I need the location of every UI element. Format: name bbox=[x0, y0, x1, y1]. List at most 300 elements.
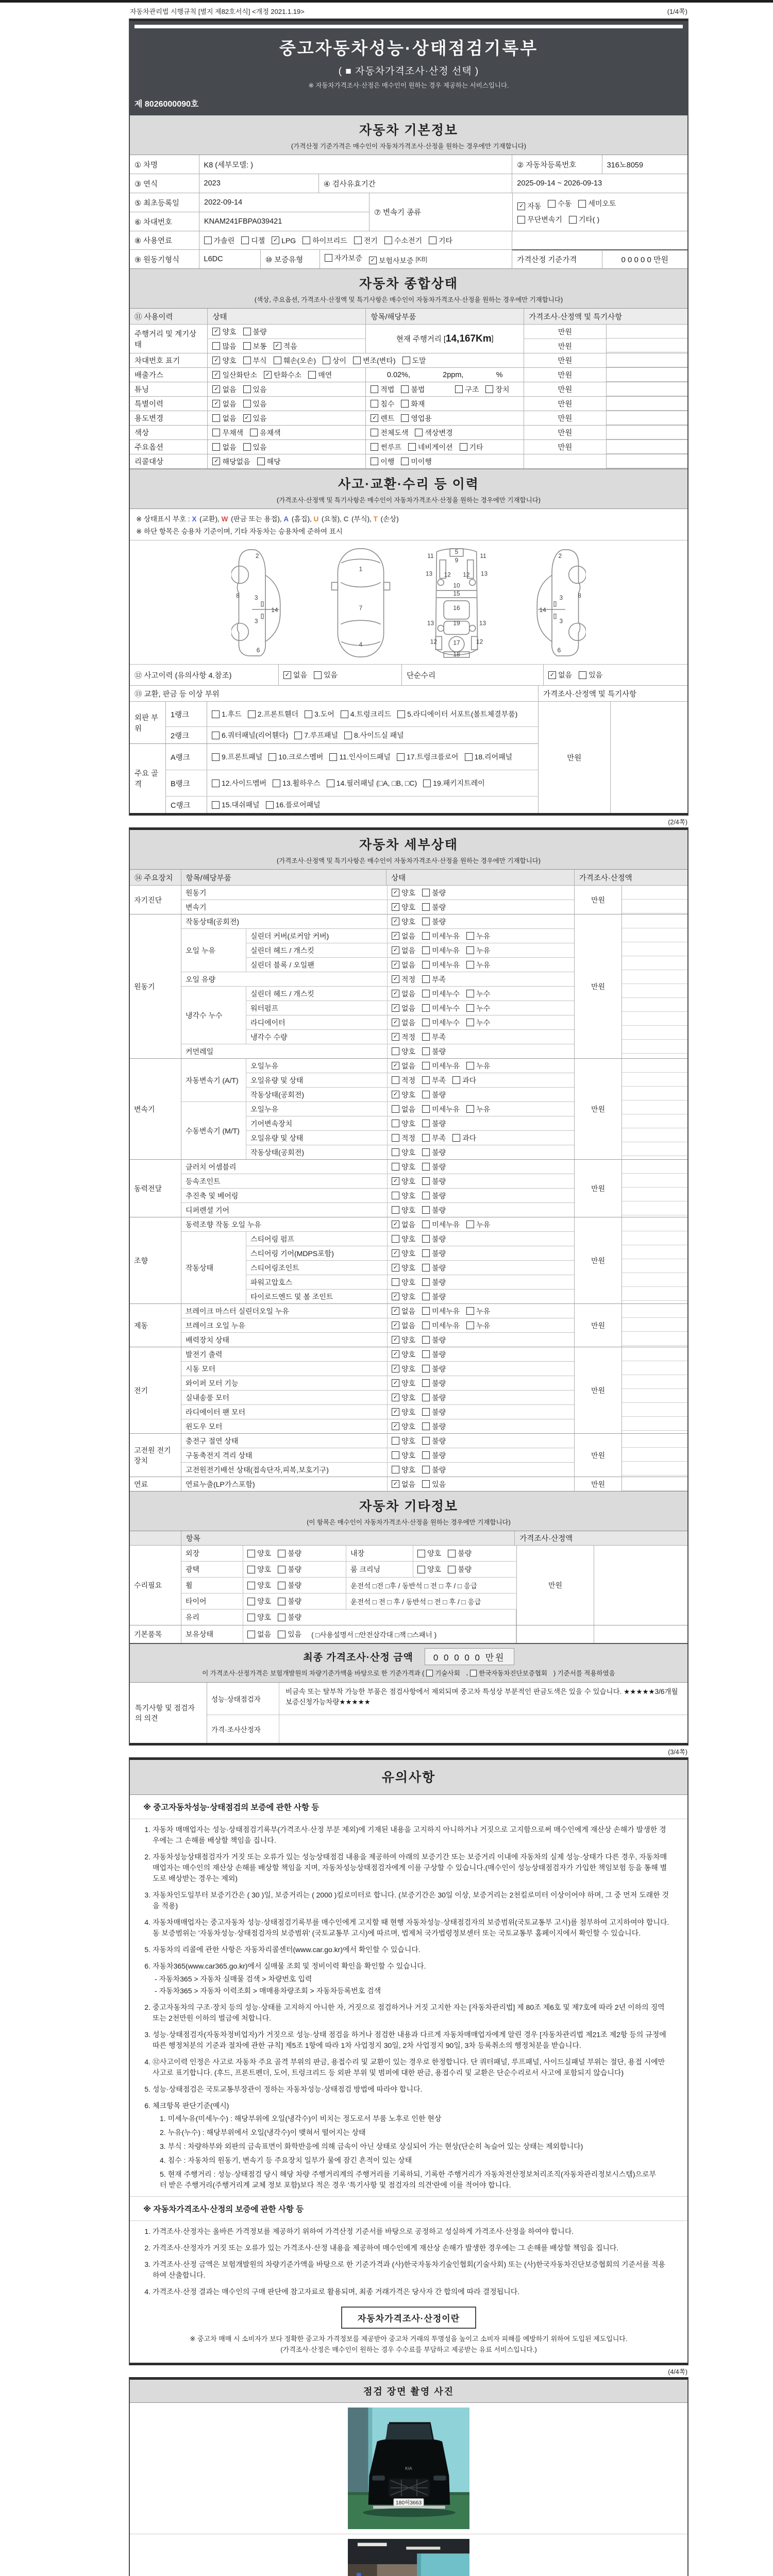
checkbox-없음[interactable] bbox=[392, 960, 415, 970]
checkbox-없음[interactable] bbox=[212, 442, 236, 452]
misc-note: (이 항목은 매수인이 자동차가격조사·산정을 원하는 경우에만 기재합니다) bbox=[307, 1519, 511, 1526]
checkbox-양호[interactable] bbox=[392, 1335, 415, 1345]
checkbox-label: 없음 bbox=[401, 1220, 416, 1229]
checked-box-icon: ✓ bbox=[392, 1249, 399, 1257]
checkbox-기타[interactable] bbox=[429, 235, 452, 246]
diagram-number-8: 8 bbox=[578, 592, 581, 600]
checkbox-11.인사이드패널[interactable] bbox=[329, 752, 391, 762]
checkbox-양호[interactable] bbox=[212, 355, 236, 366]
checkbox-가솔린[interactable] bbox=[204, 235, 235, 246]
checkbox-양호[interactable] bbox=[392, 1046, 415, 1057]
detail-row bbox=[246, 929, 574, 943]
checkbox-label: 양호 bbox=[401, 1350, 416, 1359]
misc-basic-label: 보유상태 bbox=[181, 1625, 243, 1643]
unchecked-box-icon bbox=[392, 1451, 399, 1459]
checkbox-6.쿼터패널(리어휀다)[interactable] bbox=[212, 730, 288, 740]
notice-item bbox=[153, 2286, 687, 2297]
checkbox-불량[interactable] bbox=[422, 1205, 446, 1215]
checkbox-없음[interactable] bbox=[283, 670, 307, 680]
checkbox-17.트렁크플로어[interactable] bbox=[397, 752, 459, 762]
checkbox-미세누유[interactable] bbox=[422, 945, 460, 956]
unchecked-box-icon bbox=[422, 1047, 430, 1055]
checkbox-4.트렁크리드[interactable] bbox=[341, 709, 391, 719]
checkbox-없음[interactable] bbox=[247, 1629, 271, 1639]
unchecked-box-icon bbox=[392, 1076, 399, 1084]
checkbox-불량[interactable] bbox=[243, 327, 267, 337]
checkbox-영업용[interactable] bbox=[401, 413, 432, 423]
checkbox-불량[interactable] bbox=[422, 1162, 446, 1172]
checkbox-부족[interactable] bbox=[422, 1032, 446, 1042]
checkbox-LPG[interactable] bbox=[272, 236, 296, 245]
checkbox-해당없음[interactable] bbox=[212, 456, 250, 467]
checkbox-유채색[interactable] bbox=[250, 428, 281, 438]
car-name-value: K8 (세부모델: ) bbox=[199, 155, 513, 174]
checkbox-훼손(오손)[interactable] bbox=[274, 355, 316, 366]
checkbox-10.크로스멤버[interactable] bbox=[268, 752, 323, 762]
detail-row bbox=[181, 1405, 574, 1419]
checkbox-없음[interactable] bbox=[212, 413, 236, 423]
rank-label: A랭크 bbox=[166, 744, 207, 770]
checkbox-없음[interactable] bbox=[392, 931, 415, 941]
checkbox-없음[interactable] bbox=[392, 1219, 415, 1230]
checkbox-양호[interactable] bbox=[247, 1612, 271, 1622]
detail-item-label: 동력조향 작동 오일 누유 bbox=[181, 1217, 388, 1231]
checkbox-양호[interactable] bbox=[392, 1162, 415, 1172]
unchecked-box-icon bbox=[257, 457, 265, 465]
detail-group-price: 만원 bbox=[574, 1304, 621, 1347]
checkbox-적정[interactable] bbox=[392, 1133, 415, 1143]
checkbox-불량[interactable] bbox=[422, 1248, 446, 1259]
misc-group-extra bbox=[594, 1546, 688, 1625]
checkbox-양호[interactable] bbox=[392, 1118, 415, 1129]
checkbox-기술사회[interactable] bbox=[426, 1668, 460, 1677]
checkbox-도말[interactable] bbox=[402, 355, 426, 366]
checkbox-없음[interactable] bbox=[212, 384, 236, 395]
misc-item-options bbox=[243, 1594, 346, 1609]
checkbox-양호[interactable] bbox=[392, 1364, 415, 1374]
unchecked-box-icon bbox=[294, 732, 302, 739]
unchecked-box-icon bbox=[422, 1235, 430, 1243]
checked-box-icon: ✓ bbox=[392, 1350, 399, 1358]
checkbox-미세누유[interactable] bbox=[422, 931, 460, 941]
checkbox-없음[interactable] bbox=[392, 989, 415, 999]
checkbox-이행[interactable] bbox=[371, 456, 394, 467]
detail-item-label: 작동상태(공회전) bbox=[246, 1088, 388, 1101]
checkbox-불량[interactable] bbox=[422, 1263, 446, 1273]
checkbox-양호[interactable] bbox=[417, 1564, 441, 1574]
checkbox-양호[interactable] bbox=[392, 1090, 415, 1100]
checkbox-부족[interactable] bbox=[422, 1075, 446, 1086]
checkbox-부식[interactable] bbox=[243, 355, 267, 366]
detail-item-label: 추진축 및 베어링 bbox=[181, 1189, 388, 1202]
checkbox-침수[interactable] bbox=[371, 399, 394, 409]
detail-group-price: 만원 bbox=[574, 914, 621, 1058]
detail-item-options bbox=[388, 972, 574, 986]
checkbox-label: 1.후드 bbox=[222, 710, 242, 718]
checkbox-미세누수[interactable] bbox=[422, 1003, 460, 1013]
checkbox-일산화탄소[interactable] bbox=[212, 370, 257, 380]
checkbox-label: 있음 bbox=[288, 1630, 302, 1638]
checkbox-네비게이션[interactable] bbox=[408, 442, 453, 452]
checkbox-썬루프[interactable] bbox=[371, 442, 401, 452]
checkbox-9.프론트패널[interactable] bbox=[212, 752, 262, 762]
checkbox-색상변경[interactable] bbox=[415, 428, 452, 438]
checkbox-label: 양호 bbox=[401, 1177, 416, 1185]
checkbox-있음[interactable] bbox=[422, 1479, 446, 1489]
notice-item bbox=[153, 2002, 687, 2024]
checkbox-없음[interactable] bbox=[392, 1479, 415, 1489]
overall-row-label: 주행거리 및 계기상태 bbox=[130, 325, 208, 353]
unchecked-box-icon bbox=[466, 1221, 474, 1228]
checkbox-없음[interactable] bbox=[212, 399, 236, 409]
checkbox-적음[interactable] bbox=[274, 341, 297, 351]
checkbox-불량[interactable] bbox=[422, 1378, 446, 1388]
checkbox-양호[interactable] bbox=[212, 327, 236, 337]
checkbox-불량[interactable] bbox=[278, 1596, 301, 1606]
checkbox-불량[interactable] bbox=[422, 1421, 446, 1432]
detail-item-label: 충전구 절연 상태 bbox=[181, 1434, 388, 1448]
detail-group-price: 만원 bbox=[574, 1160, 621, 1217]
checkbox-양호[interactable] bbox=[392, 902, 415, 912]
checkbox-있음[interactable] bbox=[579, 670, 602, 680]
checkbox-label: 화재 bbox=[411, 399, 425, 408]
checkbox-적정[interactable] bbox=[392, 974, 415, 985]
checkbox-양호[interactable] bbox=[247, 1564, 271, 1574]
diagram-number-12: 12 bbox=[476, 638, 483, 646]
checkbox-불량[interactable] bbox=[422, 1349, 446, 1360]
checkbox-불량[interactable] bbox=[422, 1234, 446, 1244]
checkbox-불량[interactable] bbox=[422, 1364, 446, 1374]
checkbox-누유[interactable] bbox=[466, 960, 490, 970]
checkbox-있음[interactable] bbox=[314, 670, 338, 680]
checkbox-미세누유[interactable] bbox=[422, 1320, 460, 1331]
checkbox-label: 적정 bbox=[401, 1076, 416, 1084]
checkbox-전기[interactable] bbox=[354, 235, 378, 246]
checkbox-누수[interactable] bbox=[466, 989, 490, 999]
checkbox-있음[interactable] bbox=[243, 442, 267, 452]
checkbox-탄화수소[interactable] bbox=[264, 370, 301, 380]
engine-type-label: ⑨ 원동기형식 bbox=[130, 250, 199, 268]
checkbox-누유[interactable] bbox=[466, 945, 490, 956]
checkbox-미세누유[interactable] bbox=[422, 1104, 460, 1114]
checkbox-상이[interactable] bbox=[323, 355, 346, 366]
unchecked-box-icon bbox=[422, 1394, 430, 1401]
detail-row bbox=[246, 1059, 574, 1073]
checkbox-매연[interactable] bbox=[308, 370, 332, 380]
overall-price: 만원 bbox=[524, 411, 606, 425]
comma: , bbox=[466, 1669, 468, 1676]
checkbox-불량[interactable] bbox=[422, 902, 446, 912]
notice-section1-head: ※ 중고자동차성능·상태점검의 보증에 관한 사항 등 bbox=[130, 1795, 687, 1819]
checkbox-label: 양호 bbox=[401, 1148, 416, 1157]
notice-item-text: ⑫사고이력 인정은 사고로 자동차 주요 골격 부위의 판금, 용접수리 및 교환이 있는 경우로 한정합니다. 단 쿼터패널, 루프패널, 사이드실패널 부위는 절단, 용접 시에만 사고로 표기합니다. (후드, 프론트펜더, 도어, 트렁크리드 등 외판 부위 및 범퍼에 대한 판금, 용접수리 및 교환은 단순수리로서 사고에 포함되지 않습니다) bbox=[153, 2058, 665, 2077]
checkbox-label: 침수 bbox=[380, 399, 395, 408]
checkbox-양호[interactable] bbox=[392, 1378, 415, 1388]
checkbox-불량[interactable] bbox=[422, 1292, 446, 1302]
checkbox-수소전기[interactable] bbox=[384, 235, 422, 246]
detail-subgroup-label: 오일 누유 bbox=[181, 929, 246, 972]
detail-row bbox=[181, 914, 574, 929]
checkbox-7.루프패널[interactable] bbox=[294, 730, 338, 740]
overall-price bbox=[524, 454, 606, 468]
diagram-number-7: 7 bbox=[359, 604, 363, 612]
detail-group-label: 고전원 전기장치 bbox=[130, 1434, 181, 1477]
checkbox-양호[interactable] bbox=[247, 1596, 271, 1606]
unchecked-box-icon bbox=[273, 779, 280, 787]
checkbox-label: 양호 bbox=[401, 1162, 416, 1171]
checkbox-불량[interactable] bbox=[422, 1277, 446, 1287]
checkbox-변조(변타)[interactable] bbox=[353, 355, 395, 366]
checkbox-label: 양호 bbox=[401, 1335, 416, 1344]
checkbox-불량[interactable] bbox=[278, 1612, 301, 1622]
checkbox-미세누유[interactable] bbox=[422, 1306, 460, 1316]
checkbox-14.필러패널 (□A, □B, □C)[interactable] bbox=[327, 778, 417, 788]
detail-item-options bbox=[388, 987, 574, 1001]
checkbox-양호[interactable] bbox=[392, 917, 415, 927]
checkbox-없음[interactable] bbox=[548, 670, 572, 680]
checkbox-불량[interactable] bbox=[422, 1450, 446, 1461]
checkbox-양호[interactable] bbox=[392, 1349, 415, 1360]
checkbox-없음[interactable] bbox=[392, 1104, 415, 1114]
checkbox-label: 영업용 bbox=[411, 414, 432, 422]
checkbox-label: 불량 bbox=[432, 1263, 446, 1272]
overall-extra bbox=[607, 454, 687, 468]
checkbox-양호[interactable] bbox=[392, 1393, 415, 1403]
checkbox-불량[interactable] bbox=[278, 1548, 301, 1558]
diagram-number-3: 3 bbox=[254, 617, 258, 625]
overall-row-label: 차대번호 표기 bbox=[130, 353, 208, 367]
checkbox-불량[interactable] bbox=[422, 1090, 446, 1100]
checkbox-양호[interactable] bbox=[392, 1436, 415, 1446]
unchecked-box-icon bbox=[402, 357, 410, 364]
checkbox-양호[interactable] bbox=[247, 1548, 271, 1558]
symbol-code-X: X bbox=[192, 515, 197, 523]
checkbox-자동[interactable] bbox=[517, 201, 541, 211]
checkbox-양호[interactable] bbox=[392, 1176, 415, 1187]
checkbox-있음[interactable] bbox=[243, 384, 267, 395]
checkbox-label: 보통 bbox=[253, 342, 267, 350]
checkbox-세미오토[interactable] bbox=[578, 198, 616, 209]
checkbox-디젤[interactable] bbox=[241, 235, 265, 246]
checkbox-수동[interactable] bbox=[548, 198, 572, 209]
checkbox-미세누수[interactable] bbox=[422, 989, 460, 999]
checkbox-적법[interactable] bbox=[371, 384, 394, 395]
checkbox-label: 가솔린 bbox=[213, 236, 235, 245]
checkbox-양호[interactable] bbox=[392, 888, 415, 898]
checkbox-불법[interactable] bbox=[401, 384, 425, 395]
detail-subgroup-rows bbox=[246, 1102, 574, 1159]
checkbox-16.플로어패널[interactable] bbox=[266, 800, 321, 810]
checkbox-없음[interactable] bbox=[392, 1061, 415, 1071]
checkbox-label: 누유 bbox=[476, 1307, 491, 1315]
checkbox-label: 불량 bbox=[432, 1422, 446, 1431]
checkbox-있음[interactable] bbox=[243, 413, 267, 423]
checkbox-양호[interactable] bbox=[392, 1147, 415, 1158]
checkbox-많음[interactable] bbox=[212, 341, 236, 351]
checkbox-누유[interactable] bbox=[466, 1219, 490, 1230]
checkbox-있음[interactable] bbox=[278, 1629, 301, 1639]
checkbox-불량[interactable] bbox=[422, 1176, 446, 1187]
diagram-number-2: 2 bbox=[558, 552, 562, 560]
checkbox-불량[interactable] bbox=[448, 1548, 472, 1558]
detail-item-options bbox=[388, 1463, 574, 1477]
checkbox-양호[interactable] bbox=[392, 1263, 415, 1273]
checkbox-기타( )[interactable] bbox=[569, 214, 599, 225]
checkbox-불량[interactable] bbox=[422, 1335, 446, 1345]
checkbox-없음[interactable] bbox=[392, 1003, 415, 1013]
checkbox-label: 불량 bbox=[288, 1581, 302, 1589]
checkbox-3.도어[interactable] bbox=[305, 709, 334, 719]
checkbox-무채색[interactable] bbox=[212, 428, 243, 438]
checkbox-장치[interactable] bbox=[485, 384, 509, 395]
checkbox-미이행[interactable] bbox=[401, 456, 432, 467]
checkbox-없음[interactable] bbox=[392, 1320, 415, 1331]
detail-group-label: 자기진단 bbox=[130, 886, 181, 914]
checkbox-5.라디에이터 서포트(볼트체결부품)[interactable] bbox=[397, 709, 517, 719]
checkbox-양호[interactable] bbox=[392, 1191, 415, 1201]
checkbox-불량[interactable] bbox=[422, 1147, 446, 1158]
checkbox-label: 미세누수 bbox=[432, 989, 460, 998]
rank-label: 1랭크 bbox=[166, 702, 207, 726]
checkbox-양호[interactable] bbox=[392, 1292, 415, 1302]
unchecked-box-icon bbox=[241, 236, 249, 244]
checkbox-label: 양호 bbox=[401, 888, 416, 897]
checkbox-불량[interactable] bbox=[422, 1191, 446, 1201]
detail-item-label: 브레이크 오일 누유 bbox=[181, 1318, 388, 1332]
symbol-prefix: ※ 상태표시 부호 : bbox=[136, 515, 192, 523]
checkbox-12.사이드멤버[interactable] bbox=[212, 778, 266, 788]
overall-row bbox=[130, 440, 687, 454]
checkbox-19.패키지트레이[interactable] bbox=[423, 778, 485, 788]
detail-row bbox=[181, 1434, 574, 1448]
checkbox-누유[interactable] bbox=[466, 1061, 490, 1071]
transmission-options bbox=[513, 193, 687, 231]
checkbox-label: 무단변속기 bbox=[527, 215, 562, 224]
opinion-author-label: 성능·상태점검자 bbox=[207, 1683, 279, 1715]
opinion-text: 비금속 또는 탈부착 가능한 부품은 점검사항에서 제외되며 중고차 특성상 부분적인 판금도색은 있을 수 있습니다. ★★★★★3/6개월보증신청가능차량★★★★★ bbox=[285, 1688, 678, 1706]
notice-item-text: 자동차의 리콜에 관한 사항은 자동차리콜센터(www.car.go.kr)에서 확인할 수 있습니다. bbox=[153, 1945, 421, 1954]
checkbox-누유[interactable] bbox=[466, 1320, 490, 1331]
detail-group-extra bbox=[621, 1059, 687, 1159]
checkbox-누유[interactable] bbox=[466, 1306, 490, 1316]
checkbox-불량[interactable] bbox=[448, 1564, 472, 1574]
detail-row bbox=[181, 1304, 574, 1318]
checkbox-무단변속기[interactable] bbox=[517, 214, 562, 225]
checkbox-불량[interactable] bbox=[278, 1564, 301, 1574]
checkbox-불량[interactable] bbox=[422, 1046, 446, 1057]
checkbox-미세누유[interactable] bbox=[422, 1061, 460, 1071]
checkbox-없음[interactable] bbox=[392, 1306, 415, 1316]
checkbox-하이브리드[interactable] bbox=[303, 235, 347, 246]
unchecked-box-icon bbox=[422, 1365, 430, 1372]
checkbox-label: 양호 bbox=[401, 1249, 416, 1258]
checkbox-불량[interactable] bbox=[422, 1393, 446, 1403]
checkbox-기타[interactable] bbox=[460, 442, 483, 452]
checkbox-불량[interactable] bbox=[422, 888, 446, 898]
checkbox-불량[interactable] bbox=[278, 1580, 301, 1590]
checkbox-없음[interactable] bbox=[392, 1018, 415, 1028]
page-title: 중고자동차성능·상태점검기록부 bbox=[279, 39, 539, 58]
diagram-number-3: 3 bbox=[254, 594, 258, 602]
rank-rows bbox=[166, 702, 538, 743]
checkbox-8.사이드실 패널[interactable] bbox=[344, 730, 404, 740]
checkbox-구조[interactable] bbox=[455, 384, 479, 395]
unchecked-box-icon bbox=[466, 1105, 474, 1113]
checkbox-label: 18.리어패널 bbox=[474, 753, 513, 761]
checked-box-icon: ✓ bbox=[392, 961, 399, 969]
checkbox-불량[interactable] bbox=[422, 917, 446, 927]
checkbox-있음[interactable] bbox=[243, 399, 267, 409]
checkbox-2.프론트휀더[interactable] bbox=[248, 709, 298, 719]
checkbox-한국자동차진단보증협회[interactable] bbox=[470, 1668, 547, 1677]
final-note-post: ) 기준서를 적용하였음 bbox=[553, 1670, 615, 1677]
checkbox-부족[interactable] bbox=[422, 974, 446, 985]
checkbox-적정[interactable] bbox=[392, 1032, 415, 1042]
checkbox-렌트[interactable] bbox=[371, 413, 394, 423]
checkbox-13.휠하우스[interactable] bbox=[273, 778, 321, 788]
checkbox-label: 기술사회 bbox=[435, 1670, 460, 1677]
checkbox-label: 5.라디에이터 서포트(볼트체결부품) bbox=[407, 710, 518, 718]
checkbox-양호[interactable] bbox=[392, 1407, 415, 1417]
checkbox-불량[interactable] bbox=[422, 1407, 446, 1417]
checkbox-양호[interactable] bbox=[247, 1580, 271, 1590]
checkbox-불량[interactable] bbox=[422, 1118, 446, 1129]
unchecked-box-icon bbox=[248, 710, 256, 718]
checkbox-1.후드[interactable] bbox=[212, 709, 242, 719]
detail-item-label: 윈도우 모터 bbox=[181, 1419, 388, 1433]
checkbox-적정[interactable] bbox=[392, 1075, 415, 1086]
checked-box-icon: ✓ bbox=[392, 1062, 399, 1070]
checkbox-양호[interactable] bbox=[392, 1421, 415, 1432]
misc-rows bbox=[181, 1546, 516, 1625]
checkbox-양호[interactable] bbox=[392, 1248, 415, 1259]
checkbox-누유[interactable] bbox=[466, 931, 490, 941]
checkbox-자가보증[interactable] bbox=[325, 253, 362, 263]
checkbox-누수[interactable] bbox=[466, 1003, 490, 1013]
checkbox-15.대쉬패널[interactable] bbox=[212, 800, 260, 810]
checkbox-전체도색[interactable] bbox=[371, 428, 408, 438]
checkbox-과다[interactable] bbox=[452, 1133, 476, 1143]
checkbox-누수[interactable] bbox=[466, 1018, 490, 1028]
checkbox-불량[interactable] bbox=[422, 1465, 446, 1475]
checkbox-양호[interactable] bbox=[392, 1450, 415, 1461]
detail-item-label: 오일누유 bbox=[246, 1059, 388, 1073]
checkbox-누유[interactable] bbox=[466, 1104, 490, 1114]
checkbox-양호[interactable] bbox=[392, 1205, 415, 1215]
checkbox-없음[interactable] bbox=[392, 945, 415, 956]
checkbox-양호[interactable] bbox=[392, 1277, 415, 1287]
checkbox-화재[interactable] bbox=[401, 399, 425, 409]
checkbox-미세누수[interactable] bbox=[422, 1018, 460, 1028]
detail-group-extra bbox=[621, 1217, 687, 1303]
checkbox-양호[interactable] bbox=[392, 1234, 415, 1244]
detail-row bbox=[246, 1290, 574, 1303]
checkbox-보험사보증[interactable] bbox=[369, 256, 414, 266]
checkbox-18.리어패널[interactable] bbox=[465, 752, 513, 762]
checkbox-과다[interactable] bbox=[452, 1075, 476, 1086]
checkbox-부족[interactable] bbox=[422, 1133, 446, 1143]
section-page1 bbox=[129, 19, 688, 816]
detail-item-label: 시동 모터 bbox=[181, 1362, 388, 1376]
checkbox-불량[interactable] bbox=[422, 1436, 446, 1446]
checkbox-보통[interactable] bbox=[243, 341, 267, 351]
unchecked-box-icon bbox=[548, 200, 556, 208]
checkbox-해당[interactable] bbox=[257, 456, 281, 467]
checkbox-미세누유[interactable] bbox=[422, 960, 460, 970]
checkbox-양호[interactable] bbox=[417, 1548, 441, 1558]
checkbox-양호[interactable] bbox=[392, 1465, 415, 1475]
checkbox-미세누유[interactable] bbox=[422, 1219, 460, 1230]
